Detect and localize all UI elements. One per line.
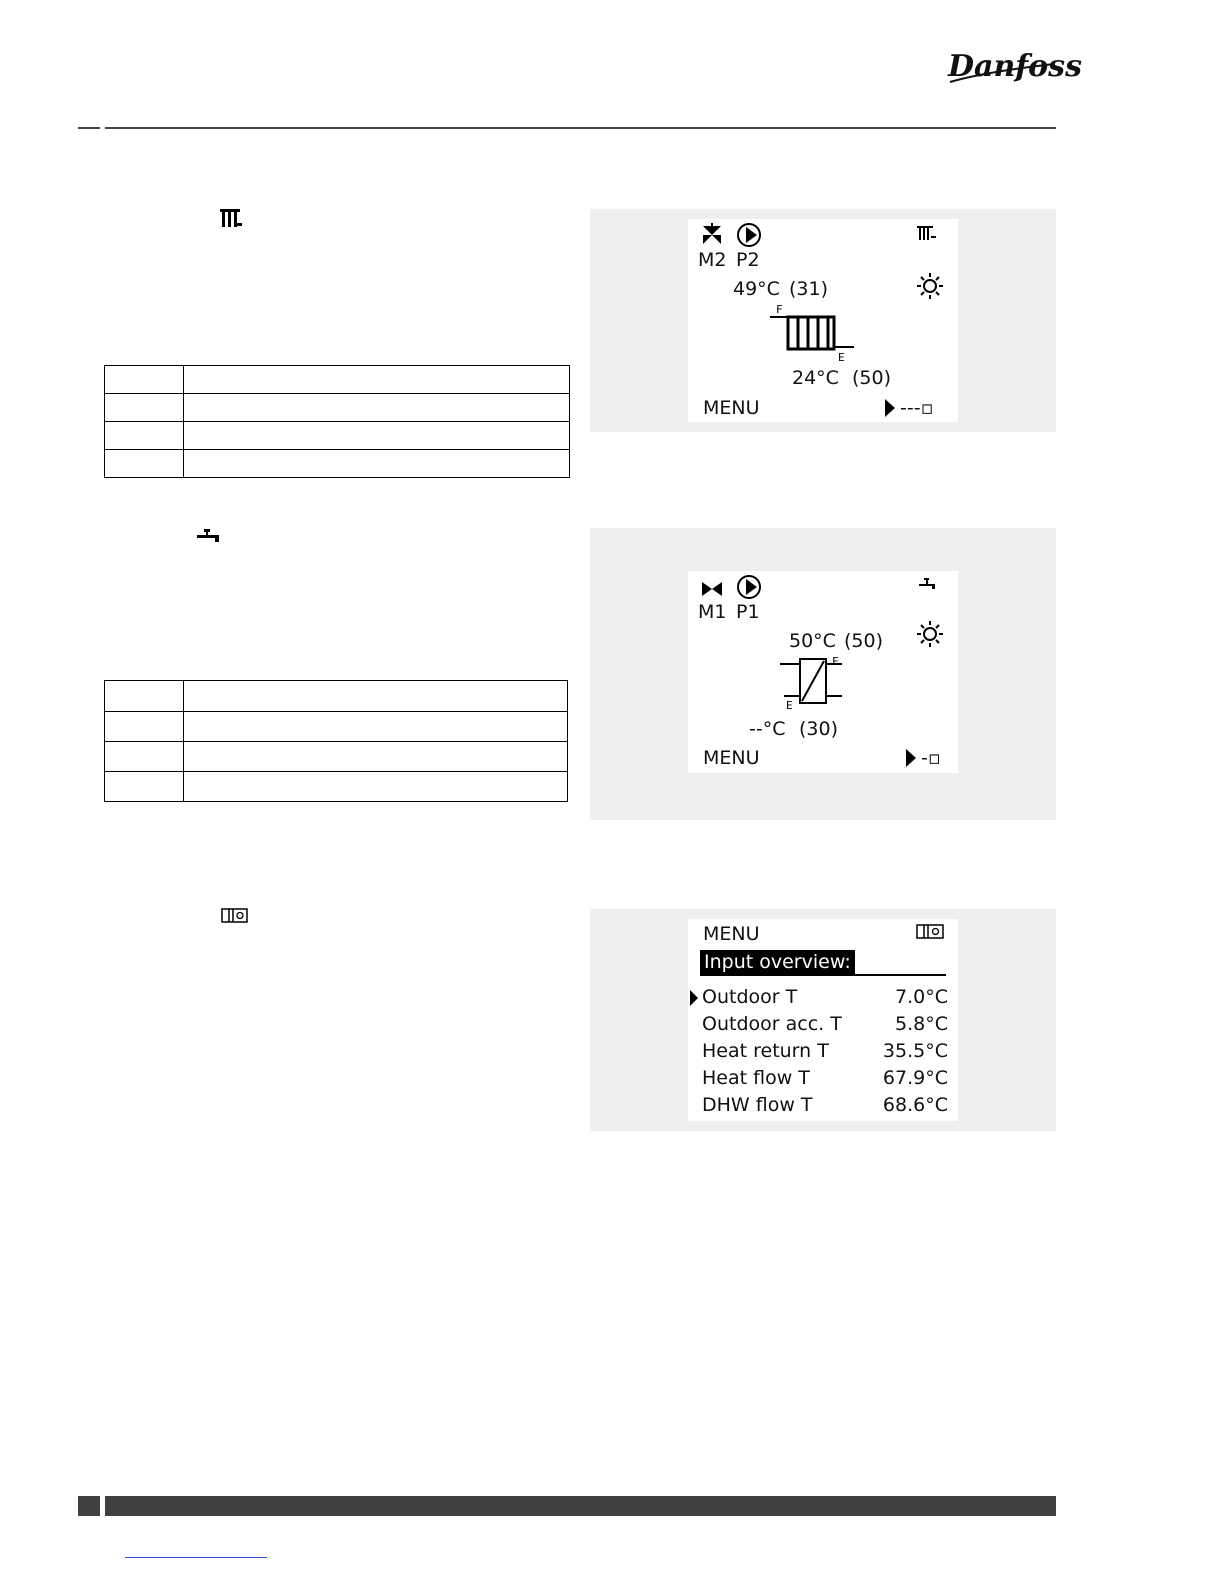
- svg-text:E: E: [786, 699, 793, 712]
- svg-text:F: F: [776, 303, 783, 316]
- flow-temperature: 50°C: [789, 630, 836, 652]
- overview-title: Input overview:: [700, 950, 855, 974]
- overview-display-screen: [688, 919, 958, 1121]
- pump-icon: [736, 222, 762, 248]
- input-label: Heat return T: [702, 1040, 829, 1062]
- footer-bar: [105, 1496, 1056, 1516]
- flow-setpoint: (31): [789, 278, 829, 300]
- table-row: [105, 772, 568, 802]
- table-row: [105, 422, 570, 450]
- play-arrow-icon: [905, 748, 917, 768]
- heating-spec-table: [104, 365, 570, 478]
- radiator-icon: [917, 225, 937, 241]
- table-row: [105, 366, 570, 394]
- motor-label: M1: [698, 601, 727, 623]
- return-setpoint: (30): [799, 718, 839, 740]
- input-overview-icon: [916, 924, 946, 940]
- table-row: [105, 681, 568, 712]
- input-label: Outdoor acc. T: [702, 1013, 842, 1035]
- pump-icon: [736, 574, 762, 600]
- list-item[interactable]: [702, 986, 948, 1010]
- input-label: DHW flow T: [702, 1094, 813, 1116]
- header-rule: [105, 127, 1056, 129]
- play-arrow-icon: [884, 398, 896, 418]
- svg-text:E: E: [838, 351, 845, 364]
- input-value: 5.8°C: [895, 1013, 948, 1035]
- dhw-spec-table: [104, 680, 568, 802]
- input-value: 35.5°C: [882, 1040, 948, 1062]
- heat-exchanger-diagram: [780, 653, 846, 711]
- return-temperature: --°C: [749, 718, 786, 740]
- return-setpoint: (50): [852, 367, 892, 389]
- menu-label[interactable]: MENU: [703, 747, 760, 769]
- footer-link-underline[interactable]: [125, 1557, 267, 1558]
- dhw-display-screen: [688, 571, 958, 773]
- pump-label: P2: [736, 249, 760, 271]
- tap-icon: [196, 528, 222, 544]
- table-row: [105, 712, 568, 742]
- radiator-diagram: [770, 303, 860, 365]
- page-number-block: [78, 1496, 100, 1516]
- input-value: 7.0°C: [895, 986, 948, 1008]
- status-indicator: ---▫: [900, 397, 934, 419]
- overview-display-panel: [590, 909, 1056, 1131]
- svg-text:F: F: [832, 655, 839, 668]
- flow-temperature: 49°C: [733, 278, 780, 300]
- menu-label[interactable]: MENU: [703, 923, 760, 945]
- dhw-display-panel: [590, 528, 1056, 820]
- list-item[interactable]: [702, 1013, 948, 1037]
- table-row: [105, 450, 570, 478]
- input-label: Heat flow T: [702, 1067, 810, 1089]
- input-value: 67.9°C: [882, 1067, 948, 1089]
- list-item[interactable]: [702, 1067, 948, 1091]
- title-underline: [700, 974, 946, 976]
- svg-text:Danfoss: Danfoss: [948, 49, 1082, 84]
- selection-arrow-icon: [689, 989, 699, 1007]
- heating-display-panel: [590, 209, 1056, 432]
- status-indicator: -▫: [921, 747, 941, 769]
- tap-icon: [918, 578, 938, 592]
- pump-label: P1: [736, 601, 760, 623]
- table-row: [105, 742, 568, 772]
- flow-setpoint: (50): [844, 630, 884, 652]
- input-label: Outdoor T: [702, 986, 798, 1008]
- input-value: 68.6°C: [882, 1094, 948, 1116]
- radiator-icon: [219, 208, 243, 228]
- input-overview-icon: [221, 908, 249, 924]
- valve-icon: [700, 580, 724, 598]
- danfoss-logo: [944, 42, 1082, 88]
- list-item[interactable]: [702, 1094, 948, 1118]
- motorized-valve-icon: [700, 223, 724, 247]
- motor-label: M2: [698, 249, 727, 271]
- sun-icon: [917, 273, 943, 299]
- sun-icon: [917, 621, 943, 647]
- table-row: [105, 394, 570, 422]
- return-temperature: 24°C: [792, 367, 839, 389]
- list-item[interactable]: [702, 1040, 948, 1064]
- menu-label[interactable]: MENU: [703, 397, 760, 419]
- heating-display-screen: [688, 219, 958, 422]
- header-rule-stub: [78, 127, 100, 129]
